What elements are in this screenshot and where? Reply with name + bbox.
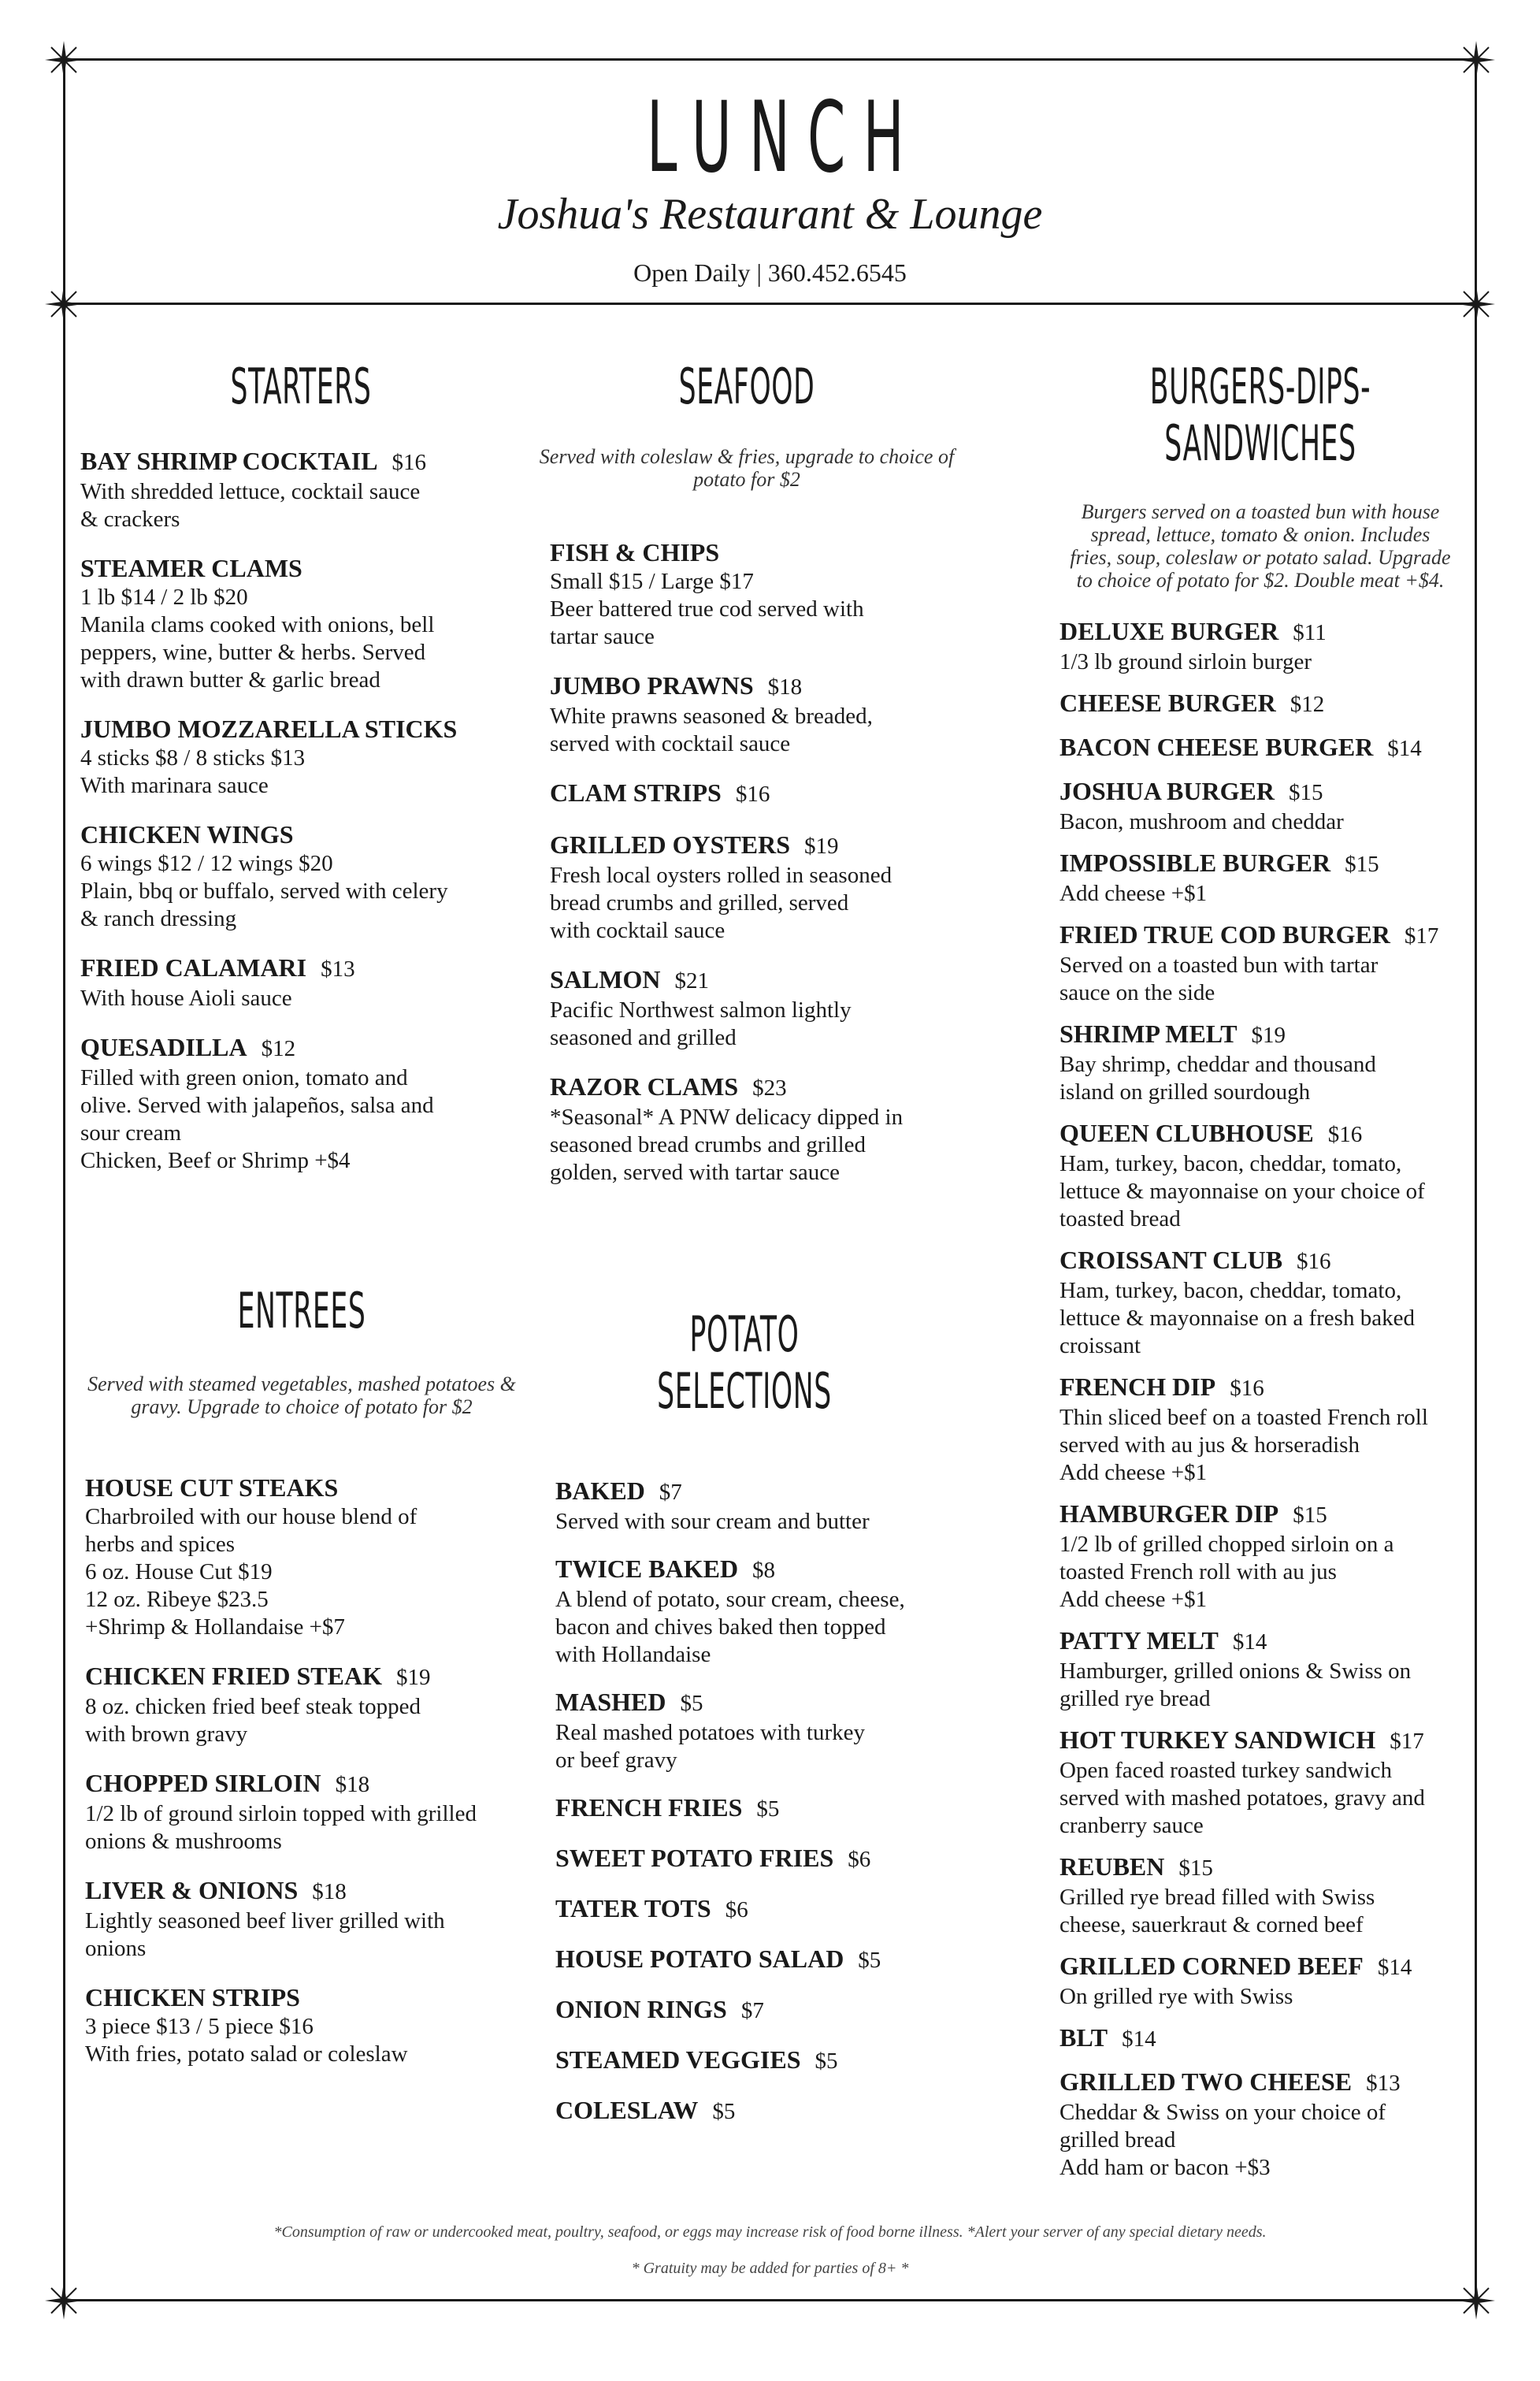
- item-header: [85, 1472, 534, 1503]
- item-description: Thin sliced beef on a toasted French roll served with au jus & horseradish Add cheese +$1: [1059, 1405, 1428, 1485]
- menu-item: [555, 2044, 981, 2077]
- menu-item: [1059, 1950, 1461, 2011]
- item-description: Lightly seasoned beef liver grilled with onions: [85, 1908, 445, 1961]
- item-header: [1059, 1724, 1461, 1757]
- item-header: [555, 1943, 981, 1976]
- item-name: HOUSE POTATO SALAD: [555, 1945, 844, 1973]
- item-header: [85, 1874, 534, 1907]
- item-header: [1059, 847, 1461, 880]
- item-name: BAY SHRIMP COCKTAIL: [80, 447, 378, 475]
- item-name: BAKED: [555, 1477, 645, 1505]
- item-price: $14: [1387, 736, 1422, 761]
- item-price: $6: [725, 1897, 748, 1922]
- menu-item: [80, 552, 521, 694]
- item-price: $17: [1404, 923, 1439, 949]
- item-description: Bay shrimp, cheddar and thousand island on grilled sourdough: [1059, 1052, 1376, 1105]
- item-header: [1059, 687, 1461, 720]
- item-name: REUBEN: [1059, 1852, 1165, 1881]
- item-price: $16: [735, 782, 770, 807]
- item-header: [85, 1767, 534, 1800]
- menu-item: [1059, 1498, 1461, 1614]
- item-name: CROISSANT CLUB: [1059, 1246, 1283, 1274]
- item-description: A blend of potato, sour cream, cheese, bacon and chives baked then topped with Hollandaise: [555, 1587, 905, 1667]
- item-description: 8 oz. chicken fried beef steak topped with brown gravy: [85, 1694, 421, 1747]
- item-description: Cheddar & Swiss on your choice of grilled bread Add ham or bacon +$3: [1059, 2100, 1386, 2180]
- item-name: CHEESE BURGER: [1059, 689, 1276, 717]
- item-name: GRILLED TWO CHEESE: [1059, 2067, 1353, 2096]
- restaurant-name: Joshua's Restaurant & Lounge: [497, 190, 1043, 239]
- item-description: Grilled rye bread filled with Swiss cheese, sauerkraut & corned beef: [1059, 1885, 1375, 1937]
- item-name: DELUXE BURGER: [1059, 617, 1279, 645]
- item-name: COLESLAW: [555, 2096, 699, 2124]
- item-price: $13: [321, 956, 355, 982]
- menu-item: [1059, 1625, 1461, 1713]
- menu-item: [550, 829, 991, 945]
- menu-item: [555, 1553, 981, 1669]
- item-header: [555, 1893, 981, 1926]
- menu-item: [550, 670, 991, 758]
- item-price: $8: [752, 1558, 776, 1583]
- item-header: [550, 670, 991, 703]
- item-description: With shredded lettuce, cocktail sauce & crackers: [80, 479, 421, 532]
- item-name: HOUSE CUT STEAKS: [85, 1473, 339, 1502]
- item-name: HOT TURKEY SANDWICH: [1059, 1725, 1376, 1754]
- item-name: FRENCH DIP: [1059, 1373, 1216, 1401]
- item-price: $6: [848, 1847, 871, 1872]
- item-header: [1059, 1018, 1461, 1051]
- item-name: CHOPPED SIRLOIN: [85, 1769, 321, 1797]
- item-price: $12: [261, 1036, 296, 1061]
- item-name: CLAM STRIPS: [550, 778, 722, 807]
- entrees-section: [69, 1283, 534, 2087]
- menu-item: [1059, 2066, 1461, 2182]
- item-name: JOSHUA BURGER: [1059, 777, 1275, 805]
- item-list: [80, 445, 521, 1175]
- item-price: $5: [712, 2099, 736, 2124]
- menu-item: [85, 1660, 534, 1748]
- item-price: $7: [740, 1998, 764, 2023]
- item-description: Open faced roasted turkey sandwich served with mashed potatoes, gravy and cranberry sauce: [1059, 1758, 1425, 1838]
- item-header: [1059, 775, 1461, 808]
- section-title: ENTREES: [237, 1282, 366, 1339]
- item-name: TATER TOTS: [555, 1894, 711, 1922]
- item-header: [1059, 919, 1461, 952]
- item-description: Served with sour cream and butter: [555, 1509, 870, 1534]
- item-name: MASHED: [555, 1688, 666, 1716]
- item-price: $12: [1290, 692, 1325, 717]
- item-price: $15: [1288, 780, 1323, 805]
- item-description: Fresh local oysters rolled in seasoned bread crumbs and grilled, served with cocktail sauce: [550, 863, 892, 943]
- item-name: PATTY MELT: [1059, 1626, 1219, 1655]
- menu-item: [555, 1842, 981, 1875]
- menu-item: [555, 1792, 981, 1825]
- menu-item: [80, 445, 521, 533]
- corner-ornament-icon: [42, 2279, 86, 2323]
- menu-item: [1059, 1244, 1461, 1360]
- item-price: $14: [1122, 2026, 1156, 2052]
- item-price: $21: [674, 968, 709, 994]
- menu-item: [1059, 847, 1461, 908]
- item-name: CHICKEN STRIPS: [85, 1983, 300, 2011]
- menu-item: [1059, 2022, 1461, 2055]
- section-title: BURGERS-DIPS-SANDWICHES: [1149, 358, 1371, 472]
- item-name: IMPOSSIBLE BURGER: [1059, 849, 1331, 877]
- item-price: $7: [659, 1480, 682, 1505]
- item-header: [550, 537, 991, 568]
- menu-item: [1059, 1371, 1461, 1487]
- menu-item: [80, 819, 521, 933]
- item-price: $5: [815, 2049, 838, 2074]
- item-description: 6 wings $12 / 12 wings $20 Plain, bbq or buffalo, served with celery & ranch dressing: [80, 851, 448, 931]
- item-description: 1/2 lb of grilled chopped sirloin on a toasted French roll with au jus Add cheese +$1: [1059, 1532, 1394, 1612]
- item-list: [69, 1472, 534, 2068]
- item-header: [80, 713, 521, 745]
- section-note: Served with coleslaw & fries, upgrade to choice of potato for $2: [539, 445, 955, 491]
- item-description: Small $15 / Large $17 Beer battered true cod served with tartar sauce: [550, 569, 864, 649]
- item-header: [1059, 615, 1461, 648]
- item-header: [550, 777, 991, 810]
- item-name: CHICKEN WINGS: [80, 820, 294, 849]
- section-note: Burgers served on a toasted bun with house spread, lettuce, tomato & onion. Includes fries, soup, coleslaw or potato salad. Upgrade to choice of potato for $2. Double meat +$4.: [1070, 500, 1451, 592]
- frame-bottom-line: [63, 2299, 1477, 2301]
- item-header: [550, 964, 991, 997]
- item-description: Ham, turkey, bacon, cheddar, tomato, lettuce & mayonnaise on your choice of toasted bread: [1059, 1151, 1425, 1231]
- item-name: SHRIMP MELT: [1059, 1020, 1238, 1048]
- item-description: *Seasonal* A PNW delicacy dipped in seasoned bread crumbs and grilled golden, served with tartar sauce: [550, 1105, 904, 1185]
- item-description: Pacific Northwest salmon lightly seasoned and grilled: [550, 997, 852, 1050]
- item-description: Charbroiled with our house blend of herbs and spices 6 oz. House Cut $19 12 oz. Ribeye $23.5 +Shrimp & Hollandaise +$7: [85, 1504, 417, 1640]
- item-price: $5: [756, 1796, 780, 1822]
- item-name: STEAMED VEGGIES: [555, 2045, 801, 2074]
- corner-ornament-icon: [1454, 38, 1498, 82]
- item-name: FRIED TRUE COD BURGER: [1059, 920, 1390, 949]
- item-header: [555, 1842, 981, 1875]
- menu-item: [1059, 1117, 1461, 1233]
- item-header: [1059, 2022, 1461, 2055]
- item-description: 4 sticks $8 / 8 sticks $13 With marinara sauce: [80, 745, 306, 798]
- item-header: [1059, 1625, 1461, 1658]
- item-header: [85, 1660, 534, 1693]
- seafood-section: [539, 358, 991, 1205]
- item-name: CHICKEN FRIED STEAK: [85, 1662, 382, 1690]
- item-header: [550, 829, 991, 862]
- starters-section: [80, 358, 521, 1194]
- item-name: BACON CHEESE BURGER: [1059, 733, 1374, 761]
- item-description: Add cheese +$1: [1059, 881, 1208, 906]
- item-list: [1059, 615, 1461, 2182]
- item-header: [1059, 1371, 1461, 1404]
- menu-item: [85, 1982, 534, 2068]
- item-price: $17: [1390, 1729, 1424, 1754]
- item-description: Filled with green onion, tomato and olive. Served with jalapeños, salsa and sour cream Chicken, Beef or Shrimp +$4: [80, 1065, 434, 1173]
- potato-section: [555, 1306, 981, 2145]
- item-price: $5: [680, 1691, 703, 1716]
- menu-item: [80, 1031, 521, 1175]
- menu-item: [85, 1472, 534, 1641]
- item-price: $16: [1297, 1249, 1331, 1274]
- item-price: $15: [1178, 1855, 1213, 1881]
- item-header: [85, 1982, 534, 2013]
- item-list: [555, 1475, 981, 2127]
- item-name: QUEEN CLUBHOUSE: [1059, 1119, 1314, 1147]
- item-price: $19: [395, 1665, 431, 1690]
- menu-item: [555, 1686, 981, 1774]
- menu-item: [80, 952, 521, 1012]
- menu-item: [80, 713, 521, 800]
- item-header: [1059, 1851, 1461, 1884]
- item-header: [80, 445, 521, 478]
- menu-item: [555, 1475, 981, 1536]
- menu-item: [1059, 775, 1461, 836]
- menu-item: [1059, 1851, 1461, 1939]
- item-header: [80, 1031, 521, 1064]
- item-name: TWICE BAKED: [555, 1555, 739, 1583]
- item-header: [555, 2094, 981, 2127]
- item-header: [555, 1475, 981, 1508]
- item-name: ONION RINGS: [555, 1995, 727, 2023]
- item-name: HAMBURGER DIP: [1059, 1499, 1279, 1528]
- item-price: $5: [858, 1948, 881, 1973]
- item-header: [80, 552, 521, 584]
- corner-ornament-icon: [42, 282, 86, 326]
- menu-item: [1059, 919, 1461, 1007]
- item-description: With house Aioli sauce: [80, 986, 292, 1011]
- item-price: $16: [1230, 1376, 1264, 1401]
- item-name: STEAMER CLAMS: [80, 554, 302, 582]
- menu-item: [1059, 1724, 1461, 1840]
- frame-left-line: [63, 58, 65, 2301]
- menu-header: [0, 81, 1540, 288]
- frame-right-line: [1475, 58, 1477, 2301]
- menu-item: [555, 1943, 981, 1976]
- item-price: $11: [1293, 620, 1327, 645]
- item-header: [1059, 2066, 1461, 2099]
- item-name: SWEET POTATO FRIES: [555, 1844, 834, 1872]
- item-price: $16: [1327, 1122, 1363, 1147]
- section-note: Served with steamed vegetables, mashed potatoes & gravy. Upgrade to choice of potato for $2: [87, 1373, 516, 1418]
- item-description: White prawns seasoned & breaded, served with cocktail sauce: [550, 704, 873, 756]
- item-description: Served on a toasted bun with tartar sauce on the side: [1059, 953, 1379, 1005]
- menu-title: LUNCH: [646, 81, 922, 195]
- menu-item: [555, 1893, 981, 1926]
- item-header: [550, 1071, 991, 1104]
- item-price: $18: [312, 1879, 347, 1904]
- item-price: $18: [767, 674, 803, 700]
- item-header: [1059, 731, 1461, 764]
- menu-item: [1059, 687, 1461, 720]
- menu-item: [555, 1993, 981, 2026]
- item-name: FISH & CHIPS: [550, 538, 720, 566]
- item-name: JUMBO PRAWNS: [550, 671, 754, 700]
- item-description: Real mashed potatoes with turkey or beef gravy: [555, 1720, 866, 1773]
- item-name: JUMBO MOZZARELLA STICKS: [80, 715, 458, 743]
- item-price: $14: [1377, 1955, 1412, 1980]
- item-name: RAZOR CLAMS: [550, 1072, 739, 1101]
- item-header: [80, 819, 521, 850]
- item-header: [1059, 1117, 1461, 1150]
- item-name: BLT: [1059, 2023, 1108, 2052]
- item-header: [555, 2044, 981, 2077]
- item-price: $16: [391, 450, 427, 475]
- item-description: On grilled rye with Swiss: [1059, 1984, 1293, 2009]
- section-title: STARTERS: [230, 358, 372, 415]
- item-header: [555, 1993, 981, 2026]
- item-name: GRILLED CORNED BEEF: [1059, 1952, 1364, 1980]
- item-name: FRIED CALAMARI: [80, 953, 307, 982]
- item-header: [1059, 1950, 1461, 1983]
- item-description: 3 piece $13 / 5 piece $16 With fries, potato salad or coleslaw: [85, 2014, 408, 2067]
- hours-phone: Open Daily | 360.452.6545: [633, 258, 907, 287]
- frame-header-divider: [63, 303, 1477, 305]
- item-price: $19: [1251, 1023, 1286, 1048]
- item-name: QUESADILLA: [80, 1033, 247, 1061]
- menu-item: [550, 777, 991, 810]
- item-description: 1 lb $14 / 2 lb $20 Manila clams cooked with onions, bell peppers, wine, butter & herbs. Served with drawn butter & garlic bread: [80, 585, 435, 693]
- item-name: LIVER & ONIONS: [85, 1876, 299, 1904]
- item-header: [1059, 1498, 1461, 1531]
- corner-ornament-icon: [1454, 2279, 1498, 2323]
- menu-item: [85, 1874, 534, 1963]
- item-header: [555, 1792, 981, 1825]
- item-header: [555, 1686, 981, 1719]
- item-description: 1/3 lb ground sirloin burger: [1059, 649, 1312, 674]
- item-price: $15: [1345, 852, 1379, 877]
- item-price: $13: [1366, 2071, 1401, 2096]
- menu-item: [1059, 615, 1461, 676]
- corner-ornament-icon: [1454, 282, 1498, 326]
- item-description: Hamburger, grilled onions & Swiss on grilled rye bread: [1059, 1659, 1412, 1711]
- item-description: Ham, turkey, bacon, cheddar, tomato, lettuce & mayonnaise on a fresh baked croissant: [1059, 1278, 1415, 1358]
- gratuity-note: * Gratuity may be added for parties of 8+ *: [631, 2260, 909, 2277]
- section-title: POTATO SELECTIONS: [657, 1306, 832, 1420]
- item-description: 1/2 lb of ground sirloin topped with grilled onions & mushrooms: [85, 1801, 477, 1854]
- item-price: $14: [1232, 1629, 1267, 1655]
- menu-item: [555, 2094, 981, 2127]
- section-title: SEAFOOD: [678, 358, 815, 415]
- item-name: FRENCH FRIES: [555, 1793, 743, 1822]
- menu-item: [550, 1071, 991, 1187]
- menu-item: [85, 1767, 534, 1855]
- item-price: $18: [335, 1772, 370, 1797]
- item-price: $15: [1293, 1503, 1327, 1528]
- item-header: [555, 1553, 981, 1586]
- burgers-section: [1059, 358, 1461, 2193]
- menu-item: [1059, 731, 1461, 764]
- item-name: SALMON: [550, 965, 661, 994]
- item-description: Bacon, mushroom and cheddar: [1059, 809, 1344, 834]
- item-list: [550, 537, 991, 1187]
- item-price: $23: [752, 1075, 787, 1101]
- corner-ornament-icon: [42, 38, 86, 82]
- disclaimer: *Consumption of raw or undercooked meat, poultry, seafood, or eggs may increase risk of food borne illness. *Alert your server of any special dietary needs.: [273, 2223, 1267, 2241]
- item-price: $19: [803, 834, 839, 859]
- menu-item: [1059, 1018, 1461, 1106]
- item-header: [80, 952, 521, 985]
- item-header: [1059, 1244, 1461, 1277]
- menu-item: [550, 537, 991, 651]
- item-name: GRILLED OYSTERS: [550, 830, 790, 859]
- frame-top-line: [63, 58, 1477, 61]
- menu-item: [550, 964, 991, 1052]
